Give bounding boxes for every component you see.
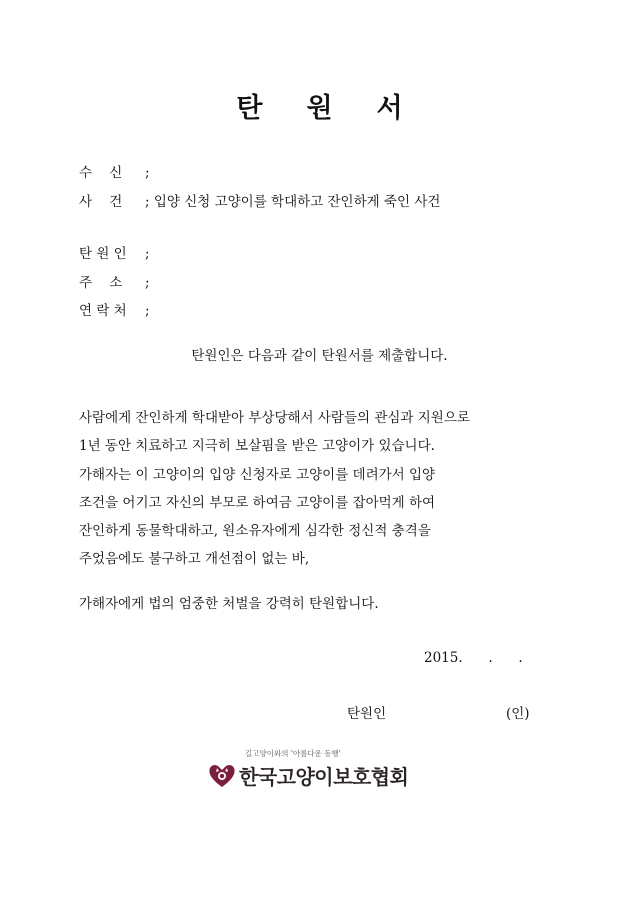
org-tagline: 길고양이와의 '아름다운 동행'	[245, 749, 341, 758]
signer-label: 탄원인	[347, 706, 387, 722]
field-contact	[79, 299, 150, 319]
field-address	[79, 271, 150, 291]
field-value: ;	[145, 303, 150, 319]
field-label: 연 락 처	[79, 303, 127, 319]
field-label: 사 건	[79, 194, 123, 210]
field-value: ;	[145, 165, 150, 181]
field-petitioner	[79, 242, 150, 262]
date-line: 2015. . .	[424, 650, 523, 666]
org-logo	[207, 748, 407, 798]
title-char-3: 서	[376, 93, 403, 124]
intro-statement: 탄원인은 다음과 같이 탄원서를 제출합니다.	[191, 348, 448, 364]
body-line: 1년 동안 치료하고 지극히 보살핌을 받은 고양이가 있습니다.	[79, 438, 435, 454]
body-line: 잔인하게 동물학대하고, 원소유자에게 심각한 정신적 충격을	[79, 523, 431, 539]
field-value: ;	[145, 275, 150, 291]
field-label: 주 소	[79, 275, 123, 291]
closing-statement: 가해자에게 법의 엄중한 처벌을 강력히 탄원합니다.	[79, 596, 379, 612]
title-char-1: 탄	[236, 93, 263, 124]
seal-label: (인)	[506, 706, 530, 722]
field-value: ;	[145, 246, 150, 262]
field-recipient	[79, 161, 150, 181]
field-case	[79, 190, 440, 210]
body-line: 사람에게 잔인하게 학대받아 부상당해서 사람들의 관심과 지원으로	[79, 410, 470, 426]
field-value: ; 입양 신청 고양이를 학대하고 잔인하게 죽인 사건	[145, 194, 441, 210]
field-label: 수 신	[79, 165, 123, 181]
body-line: 조건을 어기고 자신의 부모로 하여금 고양이를 잡아먹게 하여	[79, 495, 436, 511]
body-line: 가해자는 이 고양이의 입양 신청자로 고양이를 데려가서 입양	[79, 467, 436, 483]
cat-heart-icon	[207, 761, 237, 789]
title-char-2: 원	[306, 93, 333, 124]
page-title	[0, 86, 639, 125]
org-name: 한국고양이보호협회	[239, 765, 409, 789]
field-label: 탄 원 인	[79, 246, 127, 262]
body-line: 주었음에도 불구하고 개선점이 없는 바,	[79, 551, 310, 567]
